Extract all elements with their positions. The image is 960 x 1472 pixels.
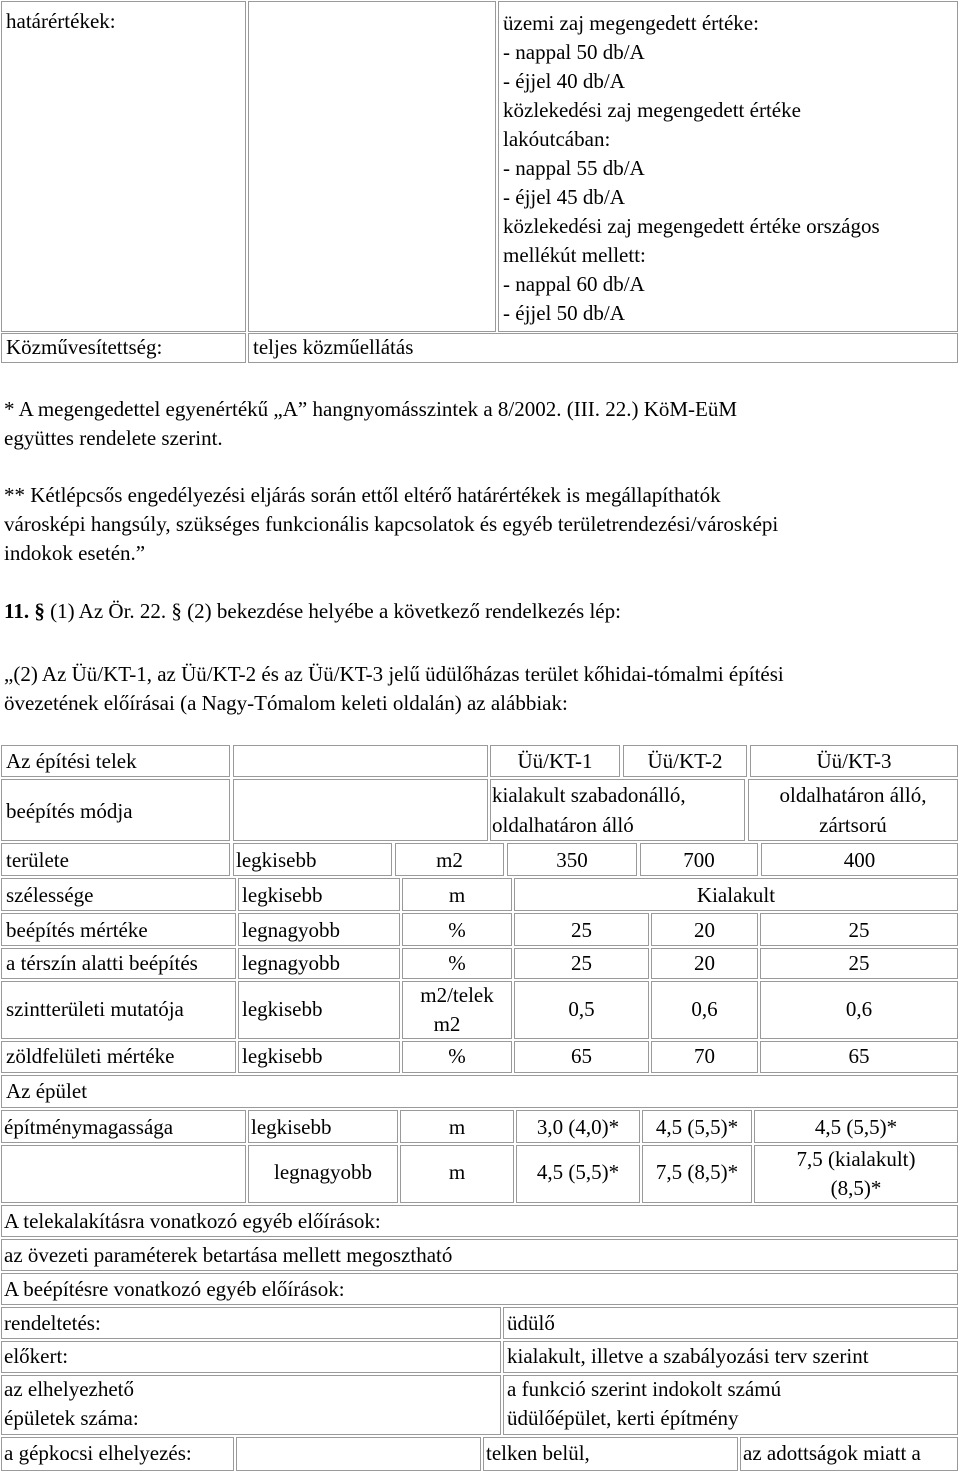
area-limit: legkisebb [236,848,317,872]
header-kt2: Üü/KT-2 [647,749,723,773]
count-value-line1: a funkció szerint indokolt számú [507,1377,782,1401]
note2-line1: ** Kétlépcsős engedélyezési eljárás során ettől eltérő határértékek is megállapíthatók [4,483,721,507]
header-kt3: Üü/KT-3 [816,749,892,773]
building-header: Az épület [6,1079,88,1103]
width-limit: legkisebb [242,883,323,907]
note1-line2: együttes rendelete szerint. [4,426,223,450]
noise-line: - éjjel 45 db/A [503,185,625,209]
height-min-kt1: 3,0 (4,0)* [536,1115,620,1139]
mode-label: beépítés módja [6,799,133,823]
building-header-cell [1,1075,958,1108]
noise-line: közlekedési zaj megengedett értéke [503,98,801,122]
section-heading [4,597,621,626]
top-table-empty-cell [248,1,496,332]
coverage-kt1: 25 [571,918,592,942]
section-number: 11. [4,599,30,623]
coverage-label: beépítés mértéke [6,918,148,942]
section-text: (1) Az Ör. 22. § (2) bekezdése helyébe a következő rendelkezés lép: [50,599,621,623]
floor-index-kt2: 0,6 [691,997,718,1021]
floor-index-kt3: 0,6 [845,997,873,1021]
note2-line3: indokok esetén.” [4,541,146,565]
coverage-limit: legnagyobb [242,918,340,942]
count-label-line1: az elhelyezhető [4,1377,134,1401]
noise-line: - éjjel 40 db/A [503,69,625,93]
noise-line: - nappal 55 db/A [503,156,645,180]
coverage-unit: % [448,918,466,942]
floor-index-limit: legkisebb [242,997,323,1021]
count-label-line2: épületek száma: [4,1406,139,1430]
front-label: előkert: [4,1344,69,1368]
mode-kt3-line2: zártsorú [819,813,887,837]
parcel-header: A telekalakításra vonatkozó egyéb előírások: [4,1209,381,1233]
parcel-value: az övezeti paraméterek betartása mellett megosztható [4,1243,453,1267]
height-min-kt2: 4,5 (5,5)* [655,1115,739,1139]
height-max-kt3-line2: (8,5)* [830,1176,882,1200]
parking-value: telken belül, [486,1441,590,1465]
coverage-kt2: 20 [694,918,715,942]
front-value: kialakult, illetve a szabályozási terv szerint [507,1344,869,1368]
height-min-unit: m [448,1115,466,1139]
coverage-kt3: 25 [848,918,870,942]
noise-line: mellékút mellett: [503,243,646,267]
height-max-unit: m [448,1160,466,1184]
floor-index-unit-line2: m2 [433,1012,461,1036]
floor-index-unit-line1: m2/telek [420,983,494,1007]
underground-kt2: 20 [694,951,715,975]
mode-kt12-line1: kialakult szabadonálló, [492,783,686,807]
underground-kt3: 25 [848,951,870,975]
green-kt1: 65 [571,1044,592,1068]
underground-unit: % [448,951,466,975]
purpose-value-cell [503,1307,958,1339]
noise-limits-list [503,9,880,328]
area-kt3: 400 [843,848,876,872]
top-table-label-cell [1,1,246,332]
mode-empty-cell [233,779,488,841]
underground-limit: legnagyobb [242,951,340,975]
green-unit: % [448,1044,466,1068]
header-empty-cell [233,745,488,777]
mode-kt3-line1: oldalhatáron álló, [779,783,927,807]
height-min-limit: legkisebb [251,1115,332,1139]
area-kt2: 700 [683,848,715,872]
utility-value: teljes közműellátás [253,335,414,359]
limits-label: határértékek: [6,9,116,33]
section-sign: § [34,599,45,623]
height-min-kt3: 4,5 (5,5)* [814,1115,898,1139]
build-header: A beépítésre vonatkozó egyéb előírások: [4,1277,345,1301]
noise-line: üzemi zaj megengedett értéke: [503,11,759,35]
width-unit: m [448,883,466,907]
quote-line2: övezetének előírásai (a Nagy-Tómalom keleti oldalán) az alábbiak: [4,691,568,715]
purpose-label: rendeltetés: [4,1311,101,1335]
height-max-kt2: 7,5 (8,5)* [655,1160,739,1184]
green-kt3: 65 [848,1044,870,1068]
front-label-cell [1,1341,501,1373]
area-unit: m2 [436,848,463,872]
parking-label: a gépkocsi elhelyezés: [4,1441,192,1465]
width-label: szélessége [6,883,94,907]
count-value-line2: üdülőépület, kerti építmény [507,1406,739,1430]
noise-line: - nappal 50 db/A [503,40,645,64]
green-label: zöldfelületi mértéke [6,1044,175,1068]
parking-empty-cell [236,1437,481,1471]
floor-index-label: szintterületi mutatója [6,997,184,1021]
height-min-label: építménymagassága [4,1115,174,1139]
underground-kt1: 25 [571,951,592,975]
height-max-limit: legnagyobb [274,1160,372,1184]
parking-extra: az adottságok miatt a [743,1441,921,1465]
utility-label: Közművesítettség: [6,335,163,359]
floor-index-kt1: 0,5 [568,997,595,1021]
height-max-kt3-line1: 7,5 (kialakult) [796,1147,916,1171]
height-max-kt1: 4,5 (5,5)* [536,1160,620,1184]
noise-line: közlekedési zaj megengedett értéke országos [503,214,880,238]
green-limit: legkisebb [242,1044,323,1068]
header-kt1: Üü/KT-1 [517,749,593,773]
noise-line: - éjjel 50 db/A [503,301,625,325]
note1-line1: * A megengedettel egyenértékű „A” hangnyomásszintek a 8/2002. (III. 22.) KöM-EüM [4,397,738,421]
noise-line: lakóutcában: [503,127,611,151]
area-kt1: 350 [556,848,588,872]
height-max-label-cell [1,1145,246,1203]
note2-line2: városképi hangsúly, szükséges funkcionális kapcsolatok és egyéb területrendezési/városképi [4,512,779,536]
mode-kt12-line2: oldalhatáron álló [492,813,634,837]
green-kt2: 70 [694,1044,715,1068]
header-label: Az építési telek [6,749,137,773]
underground-label: a térszín alatti beépítés [6,951,198,975]
purpose-value: üdülő [507,1311,555,1335]
width-value: Kialakult [696,883,776,907]
quote-line1: „(2) Az Üü/KT-1, az Üü/KT-2 és az Üü/KT-3 jelű üdülőházas terület kőhidai-tómalmi építési [4,662,784,686]
noise-line: - nappal 60 db/A [503,272,645,296]
area-label: területe [6,848,69,872]
